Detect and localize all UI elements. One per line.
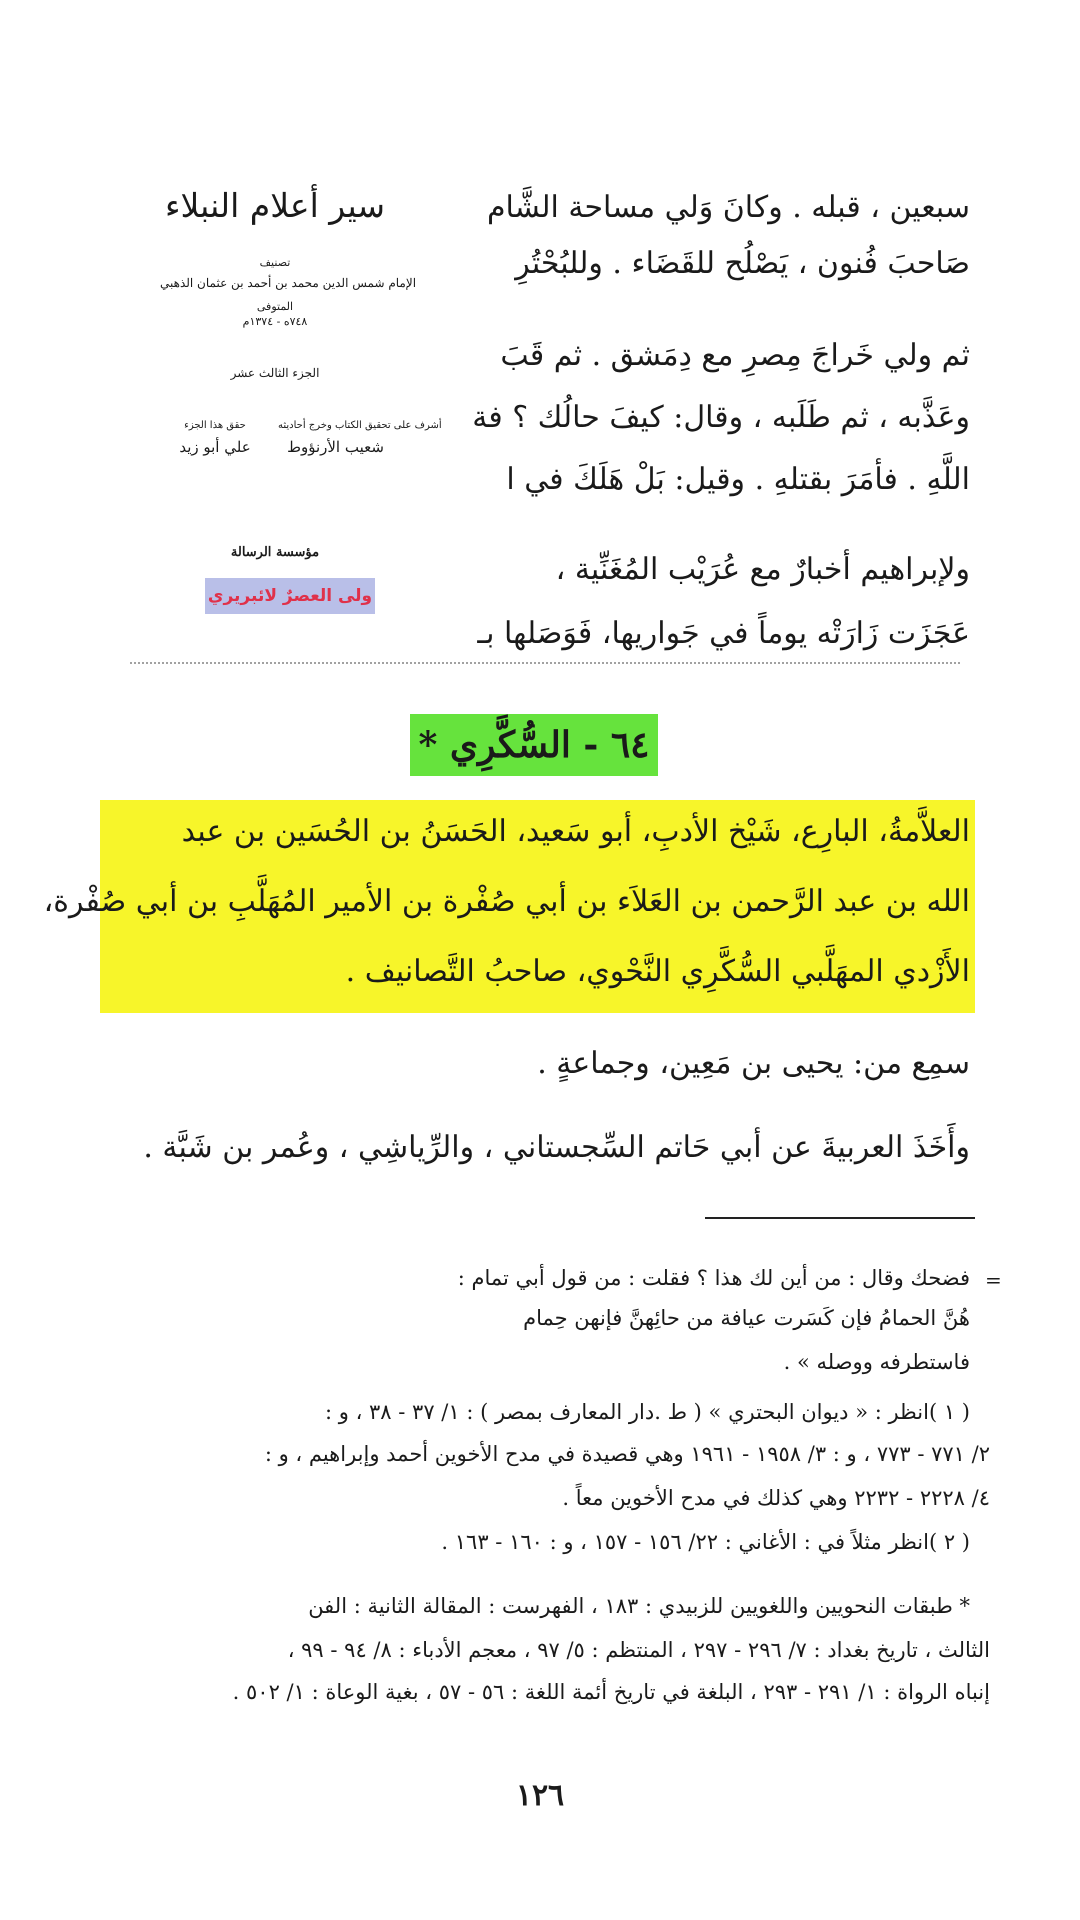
body-line: وأَخَذَ العربيةَ عن أبي حَاتم السِّجستاني ، والرِّياشِي ، وعُمر بن شَبَّة .: [143, 1130, 970, 1165]
cover-editor1-role: أشرف على تحقيق الكتاب وخرج أحاديثه: [278, 420, 442, 431]
library-stamp: [205, 578, 375, 614]
cover-author: الإمام شمس الدين محمد بن أحمد بن عثمان الذهبي: [160, 276, 417, 290]
footnote-line: ٤/ ٢٢٢٨ - ٢٢٣٢ وهي كذلك في مدح الأخوين معاً .: [562, 1486, 990, 1510]
cover-title: سير أعلام النبلاء: [164, 186, 386, 225]
body-line: اللَّهِ . فأمَرَ بقتلهِ . وقيل: بَلْ هَلَكَ في ا: [506, 462, 970, 497]
book-cover-thumbnail: [160, 180, 442, 630]
cover-editor1-name: شعيب الأرنؤوط: [287, 438, 384, 456]
cover-publisher: مؤسسة الرسالة: [230, 545, 320, 560]
footnote-line: هُنَّ الحمامُ فإن كَسَرت عيافة من حائِهنَّ فإنهن حِمام: [523, 1306, 970, 1330]
body-line: سمِع من: يحيى بن مَعِين، وجماعةٍ .: [537, 1046, 970, 1081]
page-number: ١٢٦: [515, 1778, 565, 1813]
cover-editor2-name: علي أبو زيد: [179, 438, 251, 456]
continuation-mark: =: [985, 1268, 1002, 1292]
body-line: صَاحبَ فُنون ، يَصْلُح للقَضَاء . وللبُحْتُرِ: [515, 246, 970, 281]
body-line: عَجَزَت زَارَتْه يوماً في جَواريها، فَوَصَلها بـ: [477, 616, 970, 651]
body-line: ولإبراهيم أخبارٌ مع عُرَيْب المُغَنِّية ،: [555, 552, 970, 587]
entry-heading-highlight: [410, 714, 658, 776]
footnote-line: فضحك وقال : من أين لك هذا ؟ فقلت : من قول أبي تمام :: [457, 1266, 970, 1290]
footnote-line: * طبقات النحويين واللغويين للزبيدي : ١٨٣ ، الفهرست : المقالة الثانية : الفن: [308, 1594, 970, 1618]
cover-volume: الجزء الثالث عشر: [230, 366, 320, 380]
footnote-line: الثالث ، تاريخ بغداد : ٧/ ٢٩٦ - ٢٩٧ ، المنتظم : ٥/ ٩٧ ، معجم الأدباء : ٨/ ٩٤ - ٩٩ ،: [287, 1638, 990, 1662]
torn-text-line: [130, 662, 960, 674]
entry-heading: ٦٤ - السُّكَّرِي *: [418, 724, 650, 766]
library-stamp-text: ولى العصرٌ لائبريري: [207, 586, 373, 606]
cover-editor2-role: حقق هذا الجزء: [184, 420, 246, 431]
body-line: سبعين ، قبله . وكانَ وَلي مساحة الشَّام: [486, 190, 970, 225]
highlighted-line: الله بن عبد الرَّحمن بن العَلاَء بن أبي صُفْرة بن الأمير المُهَلَّبِ بن أبي صُفْرة،: [43, 884, 970, 919]
footnote-separator: [705, 1217, 975, 1219]
body-line: وعَذَّبه ، ثم طَلَبه ، وقال: كيفَ حالُك ؟ فة: [472, 400, 970, 435]
footnote-line: ٢/ ٧٧١ - ٧٧٣ ، و : ٣/ ١٩٥٨ - ١٩٦١ وهي قصيدة في مدح الأخوين أحمد وإبراهيم ، و :: [264, 1442, 990, 1466]
cover-tasnif: تصنيف: [259, 256, 291, 269]
body-line: ثم ولي خَراجَ مِصرِ مع دِمَشق . ثم قَبَ: [500, 338, 970, 373]
footnote-line: ( ٢ )انظر مثلاً في : الأغاني : ٢٢/ ١٥٦ - ١٥٧ ، و : ١٦٠ - ١٦٣ .: [441, 1530, 970, 1554]
footnote-line: إنباه الرواة : ١/ ٢٩١ - ٢٩٣ ، البلغة في تاريخ أئمة اللغة : ٥٦ - ٥٧ ، بغية الوعاة : ١/ ٥٠٢ .: [232, 1680, 990, 1704]
highlighted-line: الأَزْدي المهَلَّبي السُّكَّرِي النَّحْوي، صاحبُ التَّصانيف .: [345, 954, 970, 989]
footnote-line: فاستطرفه ووصله » .: [783, 1350, 970, 1374]
cover-died-years: ٧٤٨ه - ١٣٧٤م: [242, 315, 308, 328]
footnote-line: ( ١ )انظر : « ديوان البحتري » ( ط .دار المعارف بمصر ) : ١/ ٣٧ - ٣٨ ، و :: [325, 1400, 970, 1424]
highlighted-line: العلاَّمةُ، البارِع، شَيْخ الأدبِ، أبو سَعيد، الحَسَنُ بن الحُسَين بن عبد: [181, 814, 970, 849]
cover-died-label: المتوفى: [256, 300, 294, 313]
